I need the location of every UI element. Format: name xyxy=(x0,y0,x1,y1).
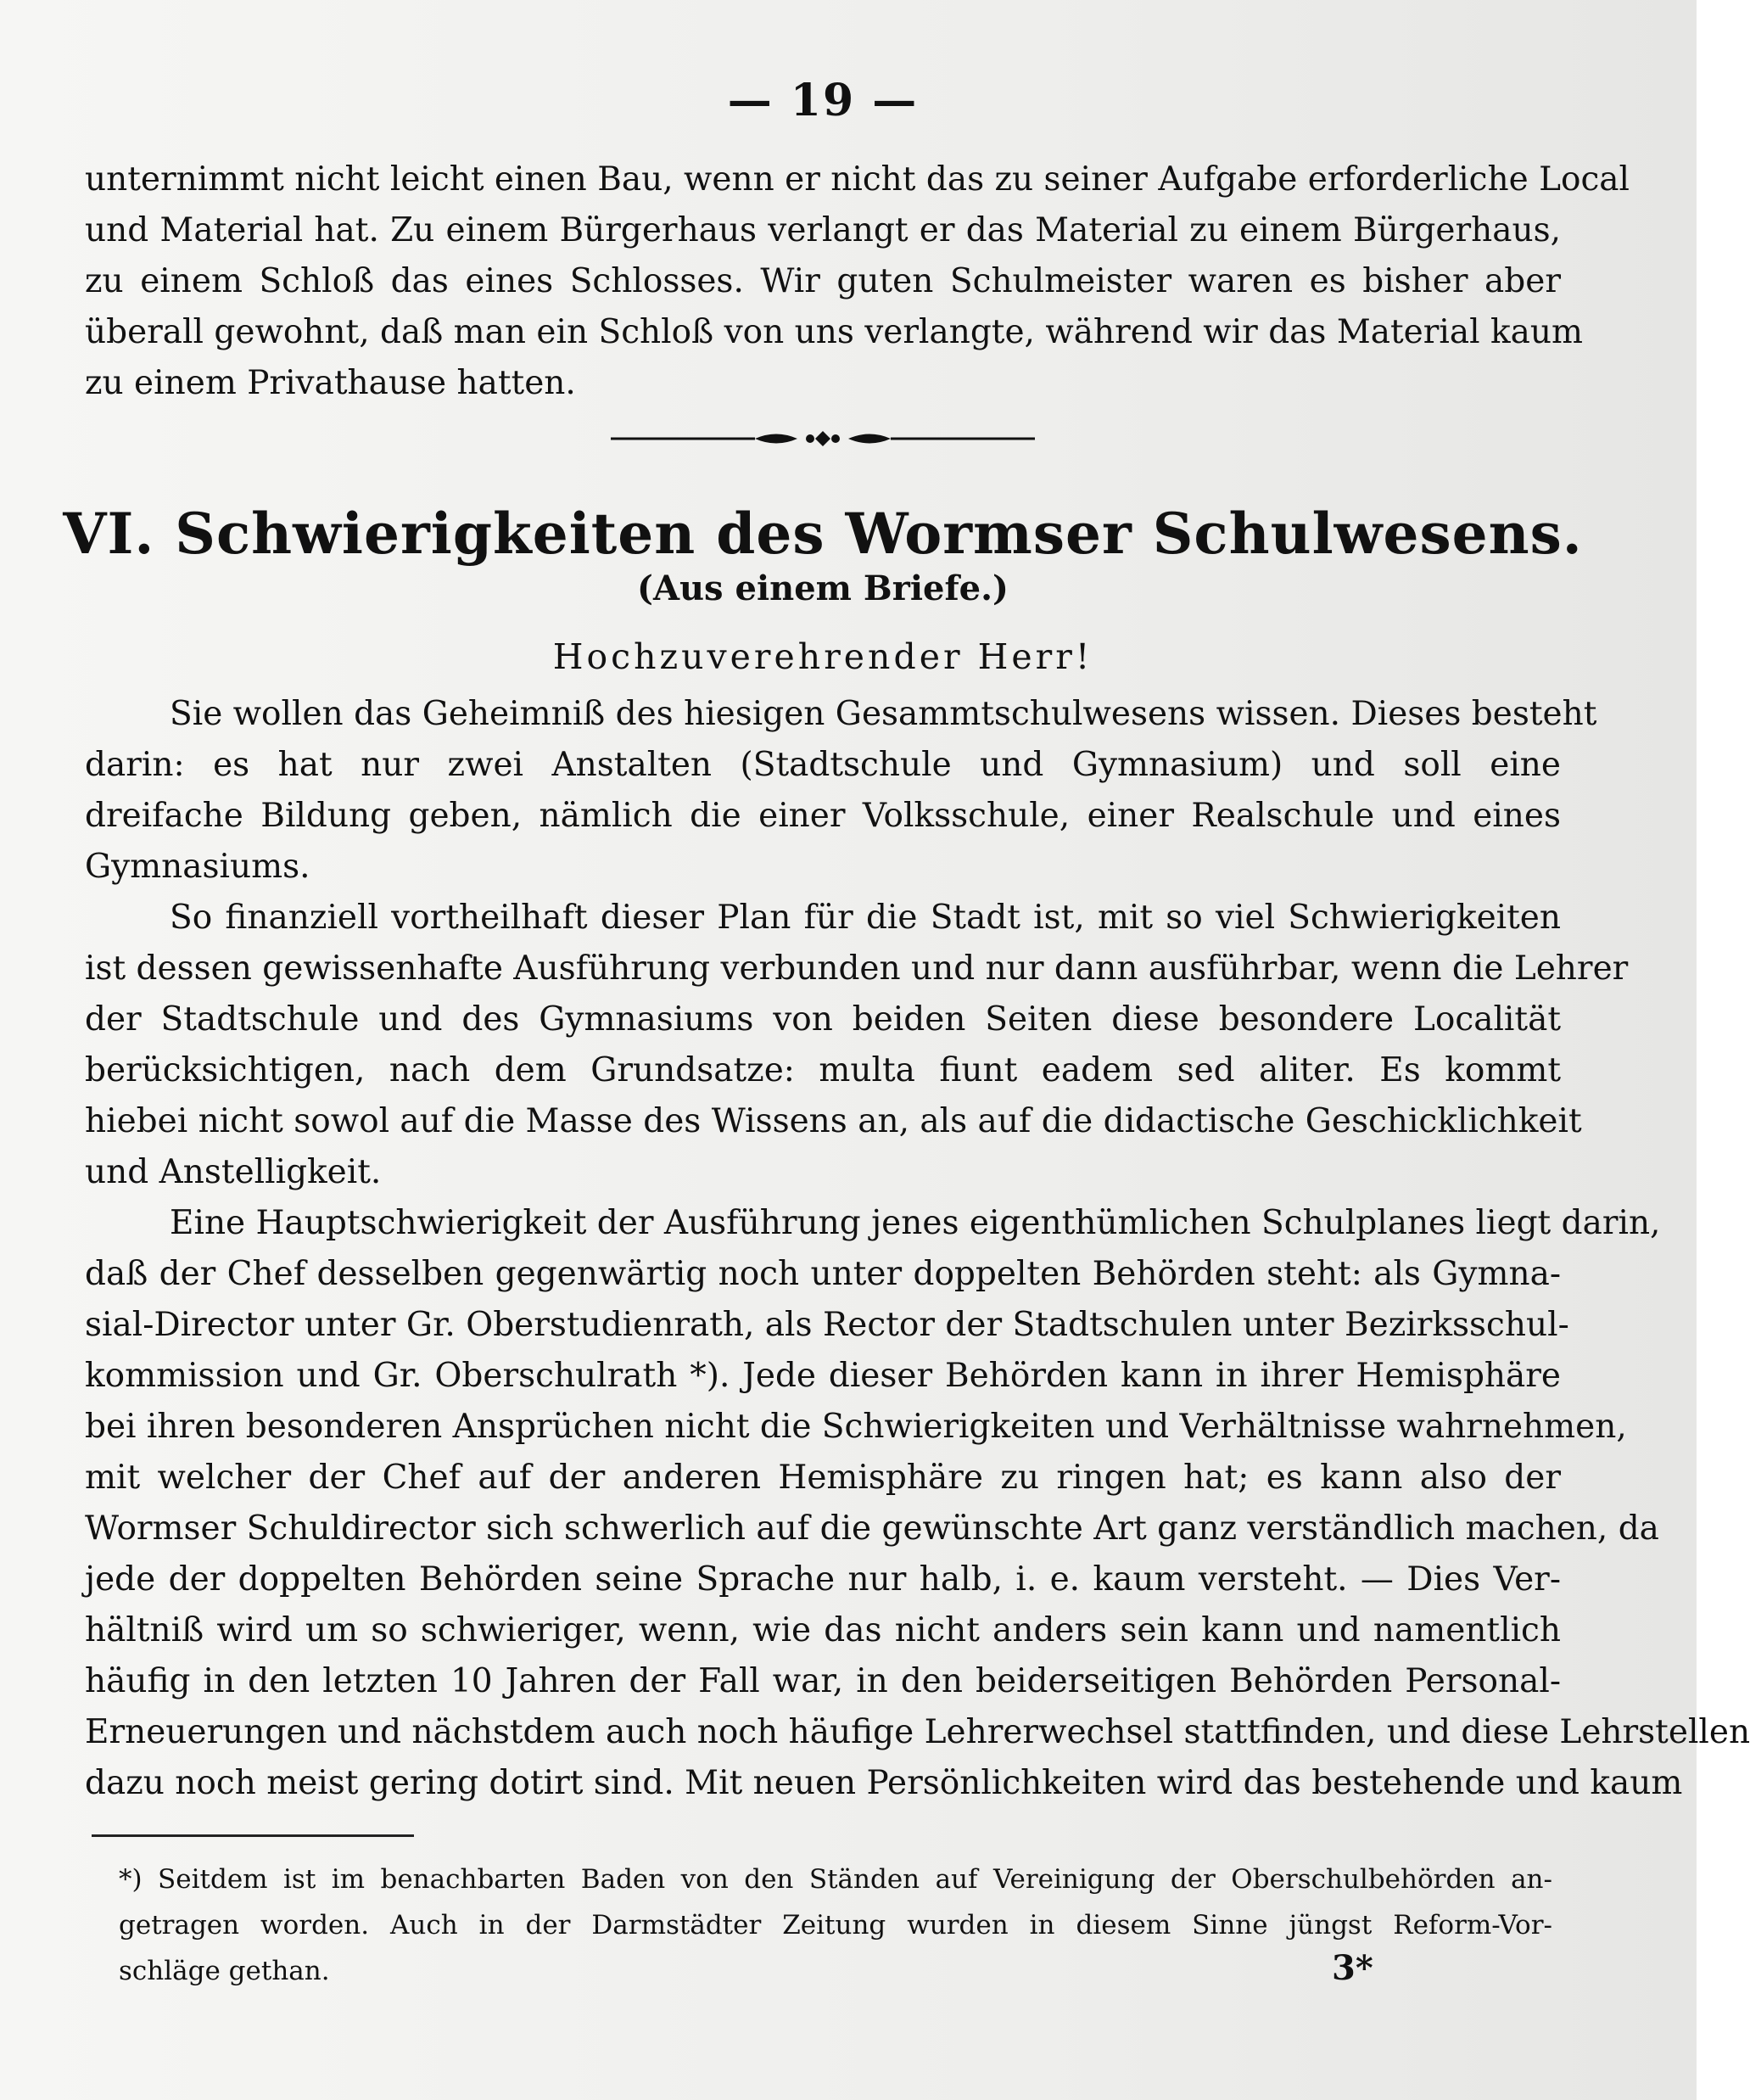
intro-paragraph xyxy=(85,154,1630,409)
text-line: darin: es hat nur zwei Anstalten (Stadtschule und Gymnasium) und soll eine xyxy=(85,746,1561,784)
text-line: der Stadtschule und des Gymnasiums von beiden Seiten diese besondere Localität xyxy=(85,1000,1561,1039)
footnote-line: *) Seitdem ist im benachbarten Baden von den Ständen auf Vereinigung der Oberschulbehörden an- xyxy=(119,1864,1552,1895)
text-line: zu einem Schloß das eines Schlosses. Wir guten Schulmeister waren es bisher aber xyxy=(85,262,1561,300)
printer-signature-mark: 3* xyxy=(1332,1948,1373,1988)
paragraph-3 xyxy=(85,1198,1750,1809)
text-line: überall gewohnt, daß man ein Schloß von uns verlangte, während wir das Material kaum xyxy=(85,313,1583,351)
text-line: jede der doppelten Behörden seine Sprache nur halb, i. e. kaum versteht. — Dies Ver- xyxy=(85,1560,1561,1599)
text-line: kommission und Gr. Oberschulrath *). Jede dieser Behörden kann in ihrer Hemisphäre xyxy=(85,1357,1561,1395)
section-subtitle: (Aus einem Briefe.) xyxy=(637,568,1009,608)
text-line: dreifache Bildung geben, nämlich die einer Volksschule, einer Realschule und eines xyxy=(85,797,1561,835)
text-line: mit welcher der Chef auf der anderen Hemisphäre zu ringen hat; es kann also der xyxy=(85,1459,1561,1497)
page-number: — 19 — xyxy=(727,75,919,126)
text-line: ist dessen gewissenhafte Ausführung verbunden und nur dann ausführbar, wenn die Lehrer xyxy=(85,949,1629,988)
text-line: Erneuerungen und nächstdem auch noch häufige Lehrerwechsel stattfinden, und diese Lehrstellen xyxy=(85,1713,1750,1751)
paragraph-1 xyxy=(85,689,1597,893)
text-line: Sie wollen das Geheimniß des hiesigen Gesammtschulwesens wissen. Dieses besteht xyxy=(170,695,1597,733)
text-line: sial-Director unter Gr. Oberstudienrath, als Rector der Stadtschulen unter Bezirksschul- xyxy=(85,1306,1569,1344)
ornament-divider xyxy=(611,426,1035,451)
letter-salutation: Hochzuverehrender Herr! xyxy=(552,636,1093,677)
text-line: zu einem Privathause hatten. xyxy=(85,364,576,402)
text-line: berücksichtigen, nach dem Grundsatze: multa fiunt eadem sed aliter. Es kommt xyxy=(85,1051,1561,1089)
text-line: Gymnasiums. xyxy=(85,848,310,886)
text-line: daß der Chef desselben gegenwärtig noch unter doppelten Behörden steht: als Gymna- xyxy=(85,1255,1561,1293)
text-line: hältniß wird um so schwieriger, wenn, wie das nicht anders sein kann und namentlich xyxy=(85,1611,1561,1649)
text-line: häufig in den letzten 10 Jahren der Fall war, in den beiderseitigen Behörden Personal- xyxy=(85,1662,1561,1700)
paragraph-2 xyxy=(85,893,1629,1198)
text-line: Eine Hauptschwierigkeit der Ausführung jenes eigenthümlichen Schulplanes liegt darin, xyxy=(170,1204,1661,1242)
text-line: Wormser Schuldirector sich schwerlich auf die gewünschte Art ganz verständlich machen, da xyxy=(85,1509,1659,1548)
section-title: VI. Schwierigkeiten des Wormser Schulwesens. xyxy=(63,501,1583,567)
text-line: und Material hat. Zu einem Bürgerhaus verlangt er das Material zu einem Bürgerhaus, xyxy=(85,211,1561,249)
text-line: So finanziell vortheilhaft dieser Plan für die Stadt ist, mit so viel Schwierigkeiten xyxy=(170,899,1561,937)
text-line: hiebei nicht sowol auf die Masse des Wissens an, als auf die didactische Geschicklichkeit xyxy=(85,1102,1582,1140)
text-line: unternimmt nicht leicht einen Bau, wenn er nicht das zu seiner Aufgabe erforderliche Local xyxy=(85,160,1630,199)
footnote-line: getragen worden. Auch in der Darmstädter Zeitung wurden in diesem Sinne jüngst Reform-Vor- xyxy=(119,1910,1552,1940)
text-line: und Anstelligkeit. xyxy=(85,1153,382,1191)
text-line: dazu noch meist gering dotirt sind. Mit neuen Persönlichkeiten wird das bestehende und kaum xyxy=(85,1764,1683,1802)
footnote-divider xyxy=(92,1834,414,1837)
footnote-line: schläge gethan. xyxy=(119,1956,330,1986)
text-line: bei ihren besonderen Ansprüchen nicht die Schwierigkeiten und Verhältnisse wahrnehmen, xyxy=(85,1408,1627,1446)
